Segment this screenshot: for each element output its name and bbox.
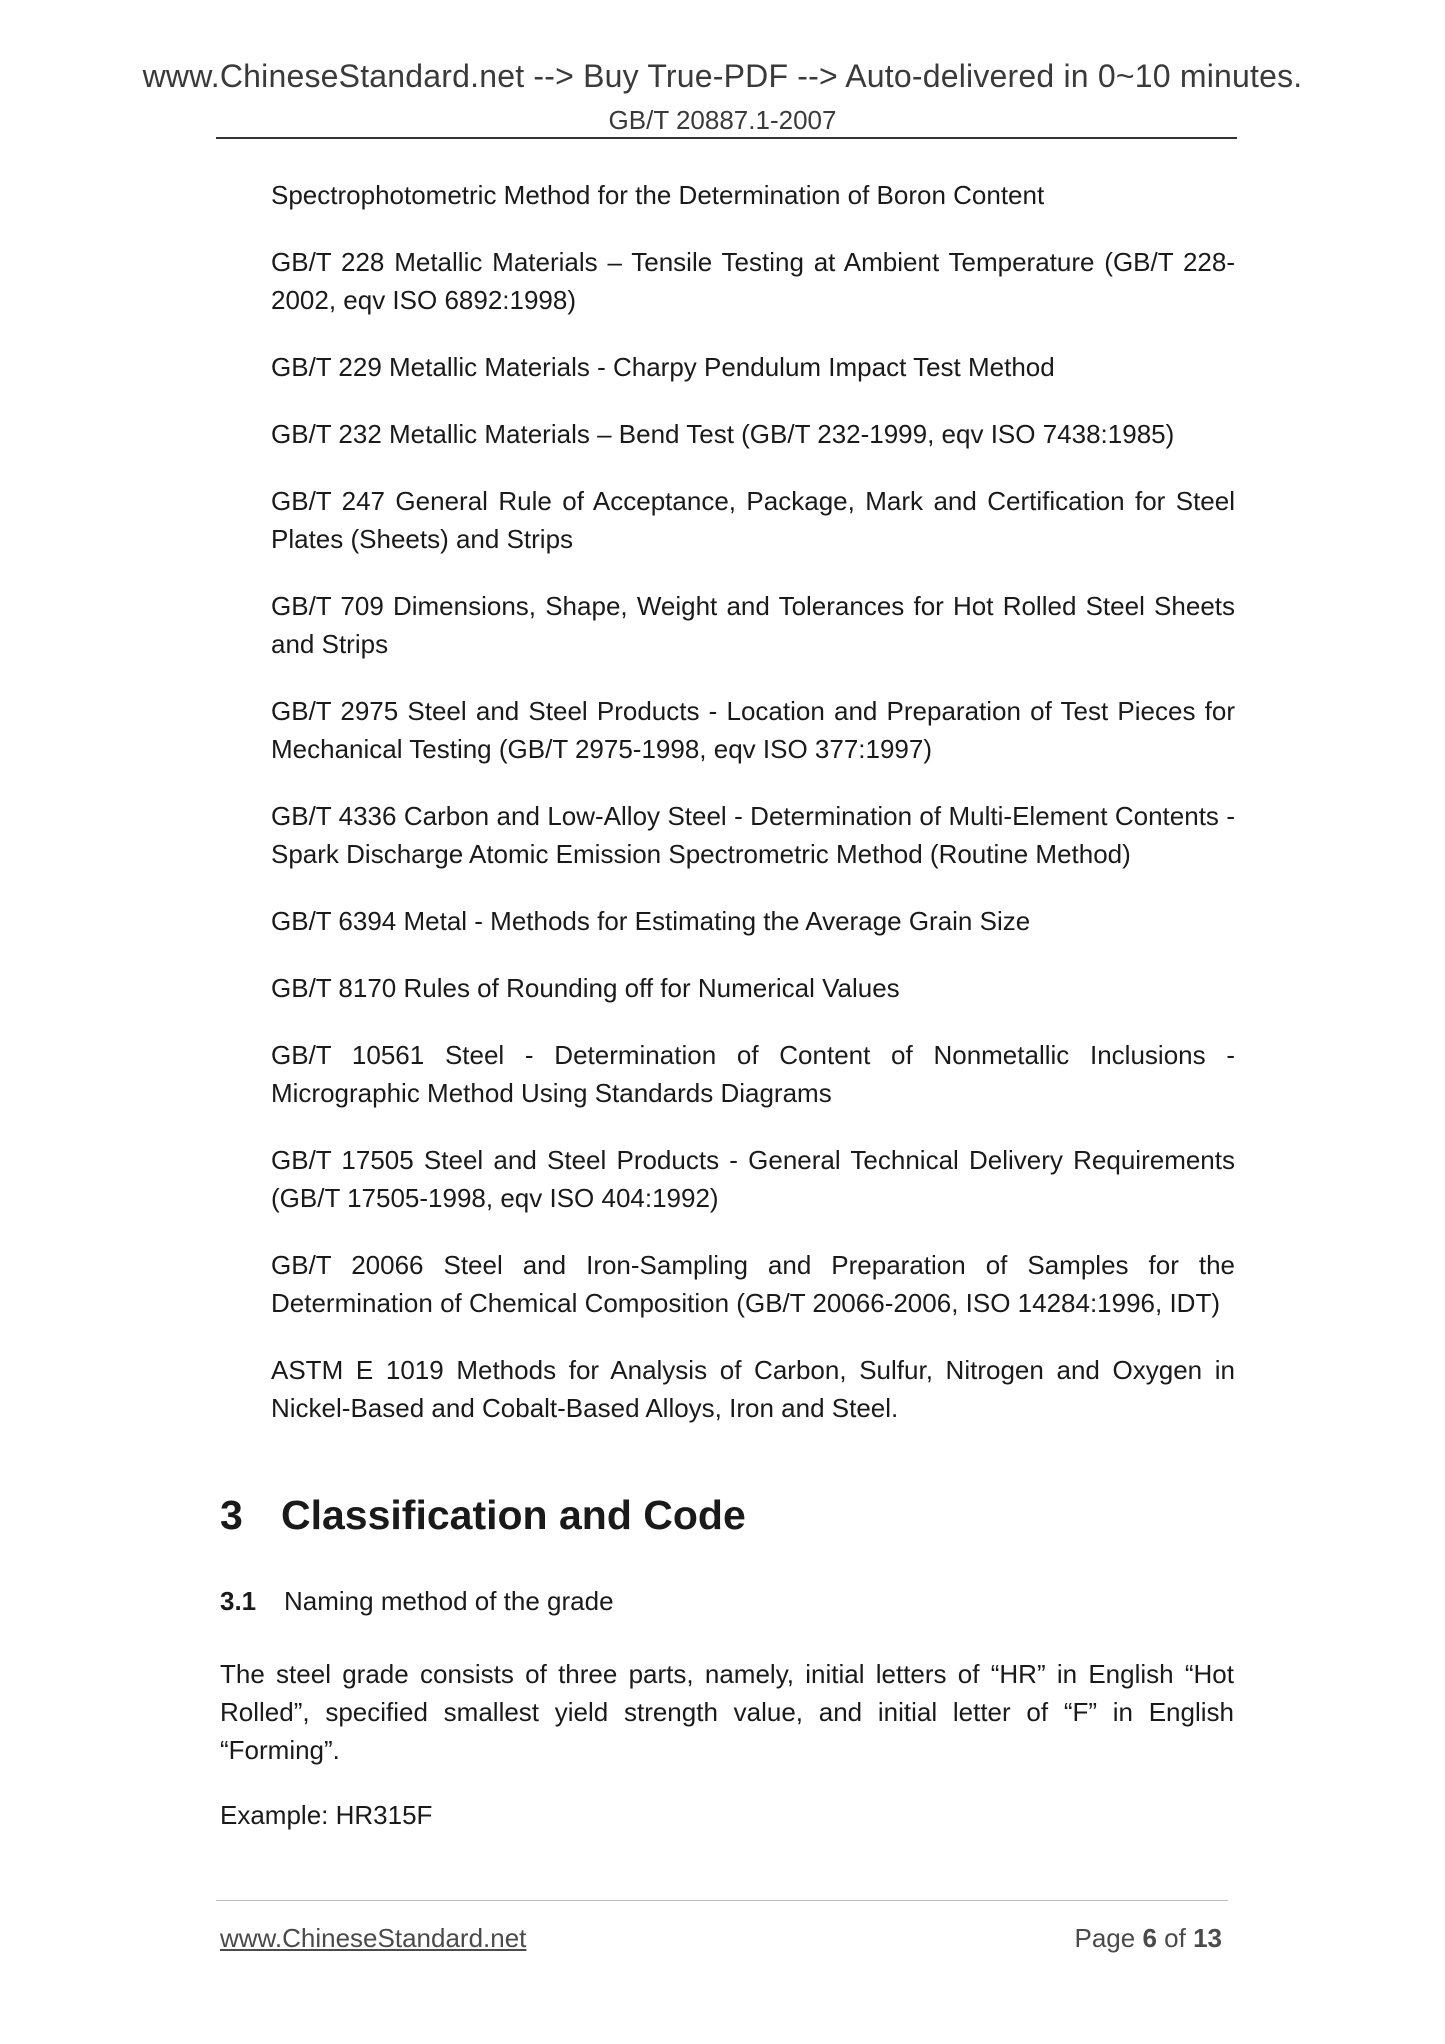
reference-item: GB/T 20066 Steel and Iron-Sampling and Preparation of Samples for the Determination of Chemical Composition (GB/T 20066-2006, ISO 14284:1996, IDT) (271, 1250, 1235, 1318)
page-indicator (1074, 1923, 1222, 1954)
header-banner: www.ChineseStandard.net --> Buy True-PDF --> Auto-delivered in 0~10 minutes. (142, 58, 1303, 94)
section-title: Classification and Code (281, 1492, 746, 1538)
page-total: 13 (1193, 1923, 1222, 1953)
example-line: Example: HR315F (220, 1800, 433, 1830)
section-number: 3 (220, 1492, 243, 1538)
subsection-title: Naming method of the grade (284, 1586, 614, 1616)
standard-id: GB/T 20887.1-2007 (608, 105, 837, 135)
reference-item: GB/T 8170 Rules of Rounding off for Numerical Values (271, 973, 900, 1003)
footer-divider (216, 1900, 1228, 1901)
reference-item: GB/T 2975 Steel and Steel Products - Location and Preparation of Test Pieces for Mechanical Testing (GB/T 2975-1998, eqv ISO 377:1997) (271, 696, 1235, 764)
reference-item: GB/T 232 Metallic Materials – Bend Test (GB/T 232-1999, eqv ISO 7438:1985) (271, 419, 1175, 449)
reference-item: GB/T 229 Metallic Materials - Charpy Pendulum Impact Test Method (271, 352, 1055, 382)
body-paragraph: The steel grade consists of three parts, namely, initial letters of “HR” in English “Hot Rolled”, specified smallest yield strength value, and initial letter of “F” in English “Forming”. (220, 1659, 1234, 1765)
subsection-heading (220, 1586, 614, 1617)
reference-item: Spectrophotometric Method for the Determination of Boron Content (271, 180, 1045, 210)
page-of: of (1164, 1923, 1186, 1953)
header-divider (216, 137, 1237, 139)
reference-item: GB/T 709 Dimensions, Shape, Weight and Tolerances for Hot Rolled Steel Sheets and Strips (271, 591, 1235, 659)
reference-item: ASTM E 1019 Methods for Analysis of Carbon, Sulfur, Nitrogen and Oxygen in Nickel-Based and Cobalt-Based Alloys, Iron and Steel. (271, 1355, 1235, 1423)
reference-item: GB/T 4336 Carbon and Low-Alloy Steel - Determination of Multi-Element Contents -Spark Discharge Atomic Emission Spectrometric Method (Routine Method) (271, 801, 1235, 869)
page-prefix: Page (1074, 1923, 1136, 1953)
reference-item: GB/T 10561 Steel - Determination of Content of Nonmetallic Inclusions - Micrographic Method Using Standards Diagrams (271, 1040, 1235, 1108)
page-current: 6 (1142, 1923, 1157, 1953)
reference-item: GB/T 228 Metallic Materials – Tensile Testing at Ambient Temperature (GB/T 228-2002, eqv ISO 6892:1998) (271, 247, 1235, 315)
reference-item: GB/T 6394 Metal - Methods for Estimating the Average Grain Size (271, 906, 1031, 936)
reference-item: GB/T 247 General Rule of Acceptance, Package, Mark and Certification for Steel Plates (Sheets) and Strips (271, 486, 1235, 554)
subsection-number: 3.1 (220, 1586, 257, 1616)
normative-references-list (271, 176, 1235, 1456)
reference-item: GB/T 17505 Steel and Steel Products - General Technical Delivery Requirements (GB/T 17505-1998, eqv ISO 404:1992) (271, 1145, 1235, 1213)
footer-site-link[interactable]: www.ChineseStandard.net (220, 1923, 527, 1953)
section-heading (220, 1492, 746, 1539)
